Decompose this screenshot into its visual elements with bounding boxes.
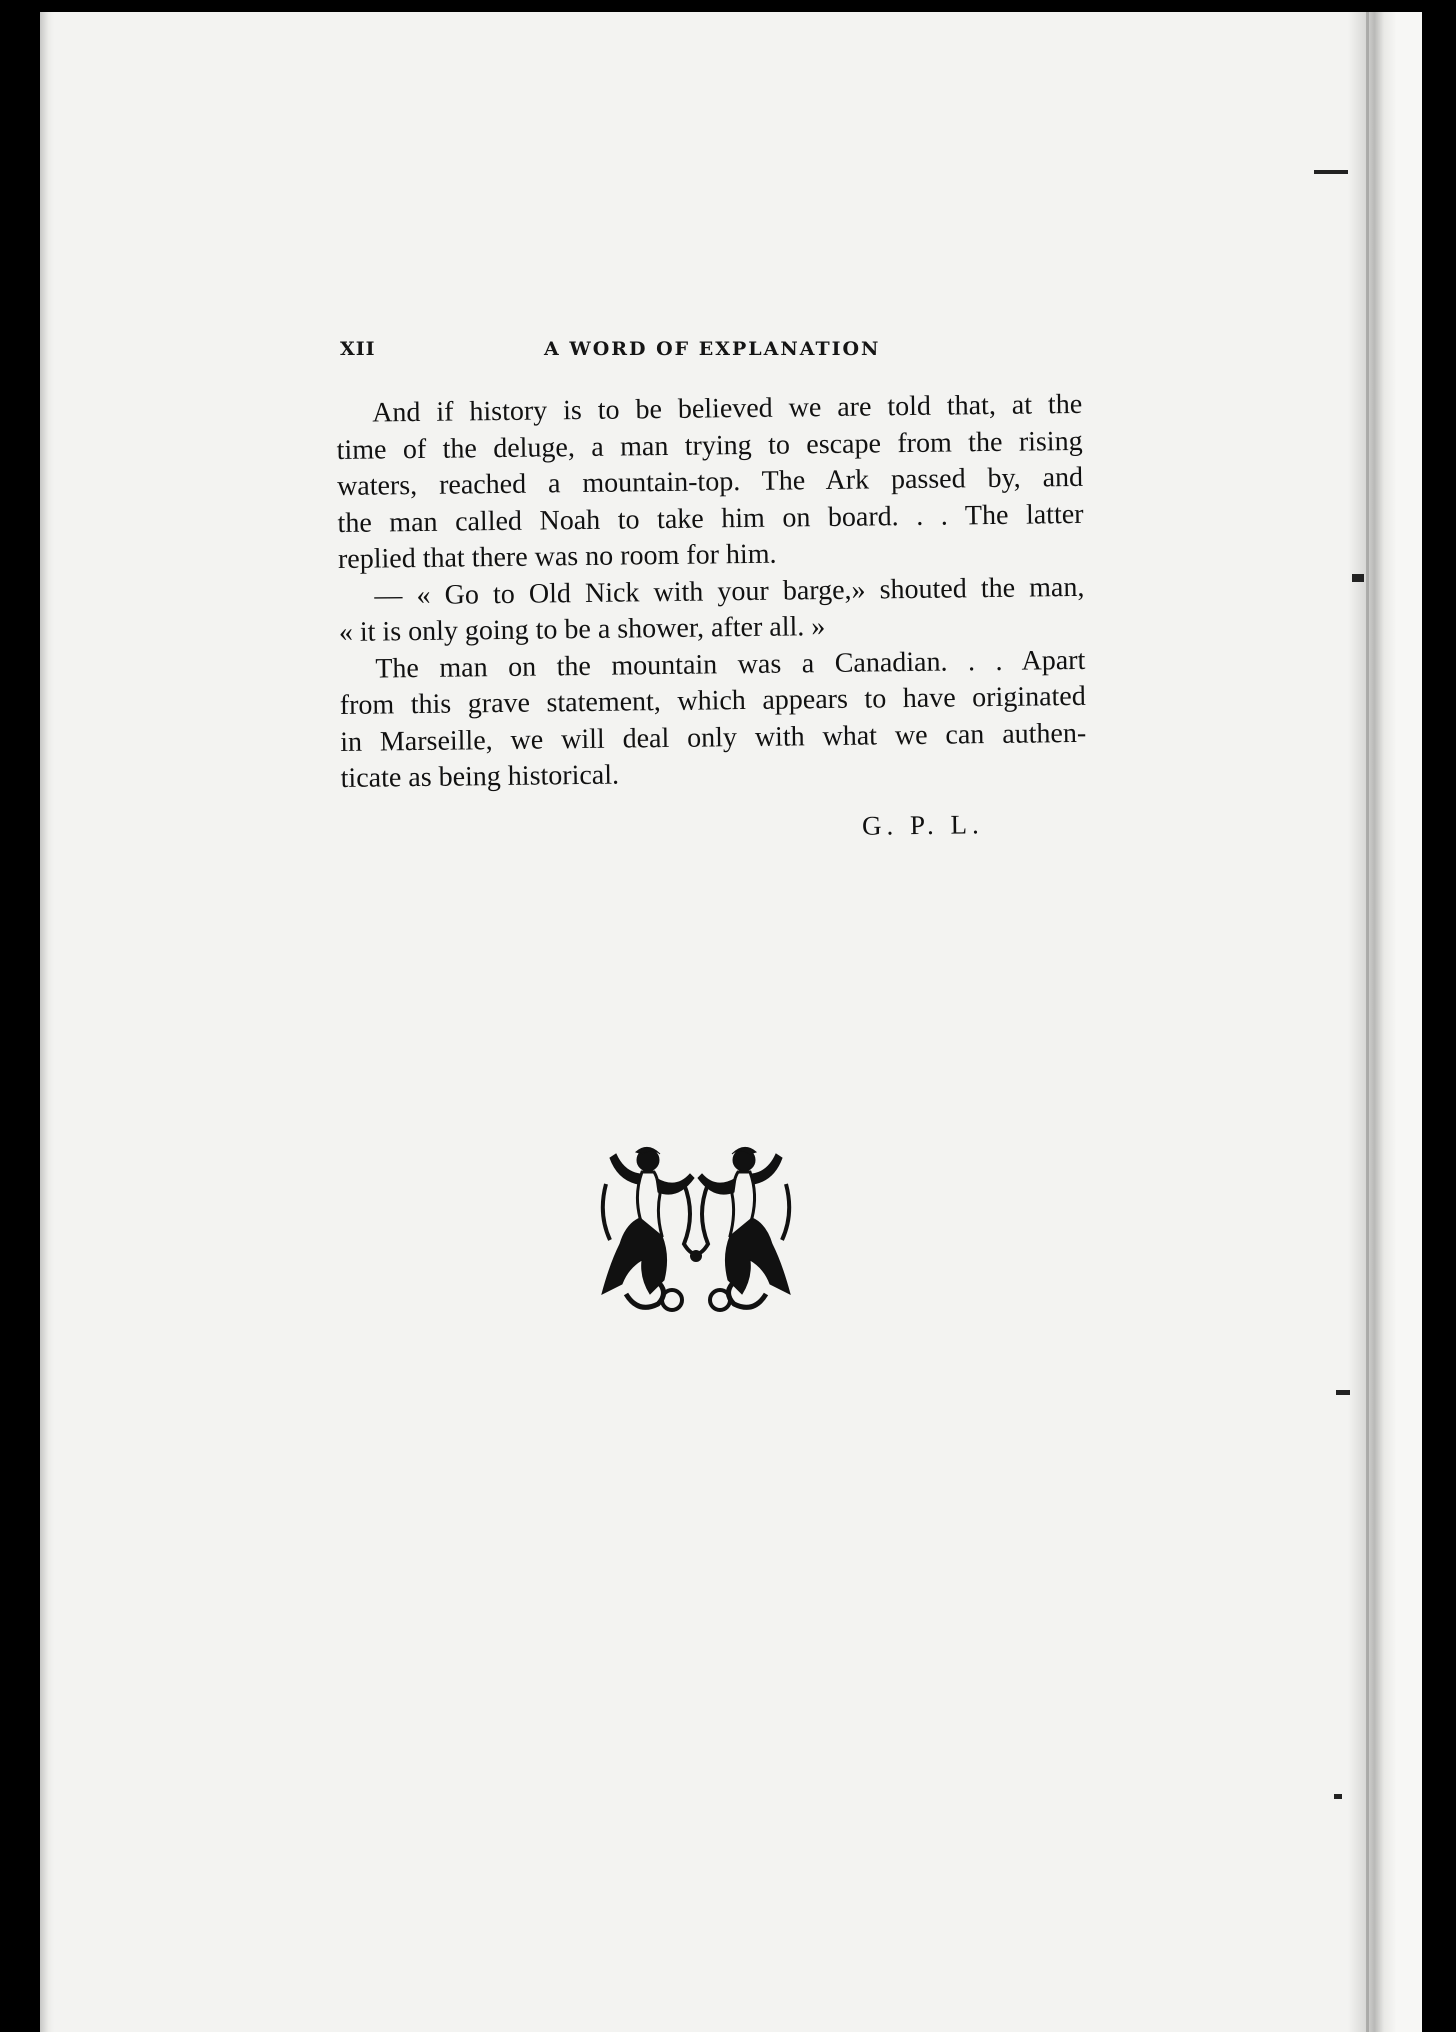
scan-speck [1336,1390,1350,1395]
book-page [40,12,1422,2032]
page-fold-line [1366,12,1369,2032]
scan-speck [1314,170,1348,174]
text-line: from this grave statement, which appears to have originated [339,680,1086,721]
garland-knot [690,1250,702,1262]
author-initials: G. P. L. [861,809,984,841]
text-line: The man on the mountain was a Canadian. . . Apart [375,644,1086,685]
text-line: waters, reached a mountain-top. The Ark passed by, and [336,461,1084,502]
page-fold-shadow [1348,12,1396,2032]
garland-ornament [684,1184,708,1254]
page-number: XII [340,338,376,360]
page-right-margin [1396,12,1422,2032]
mermaid-pair-ornament-icon [596,1144,796,1316]
running-head-title: A WORD OF EXPLANATION [544,338,881,360]
left-mermaid-figure [602,1147,694,1310]
running-head [340,338,882,368]
scan-speck [1334,1794,1342,1799]
text-line: the man called Noah to take him on board. . . The latter [337,498,1084,539]
text-line: ticate as being historical. [340,759,620,794]
scan-speck [1352,574,1364,582]
text-line: in Marseille, we will deal only with what we can authen- [340,717,1087,758]
text-line: And if history is to be believed we are told that, at the [372,388,1083,429]
text-line: time of the deluge, a man trying to escape from the rising [336,425,1083,466]
body-text [336,387,1087,798]
text-line: « it is only going to be a shower, after all. » [338,611,826,648]
page-left-edge [40,12,54,2032]
text-line: — « Go to Old Nick with your barge,» shouted the man, [374,571,1085,612]
right-mermaid-figure [698,1147,790,1310]
text-line: replied that there was no room for him. [337,538,777,575]
